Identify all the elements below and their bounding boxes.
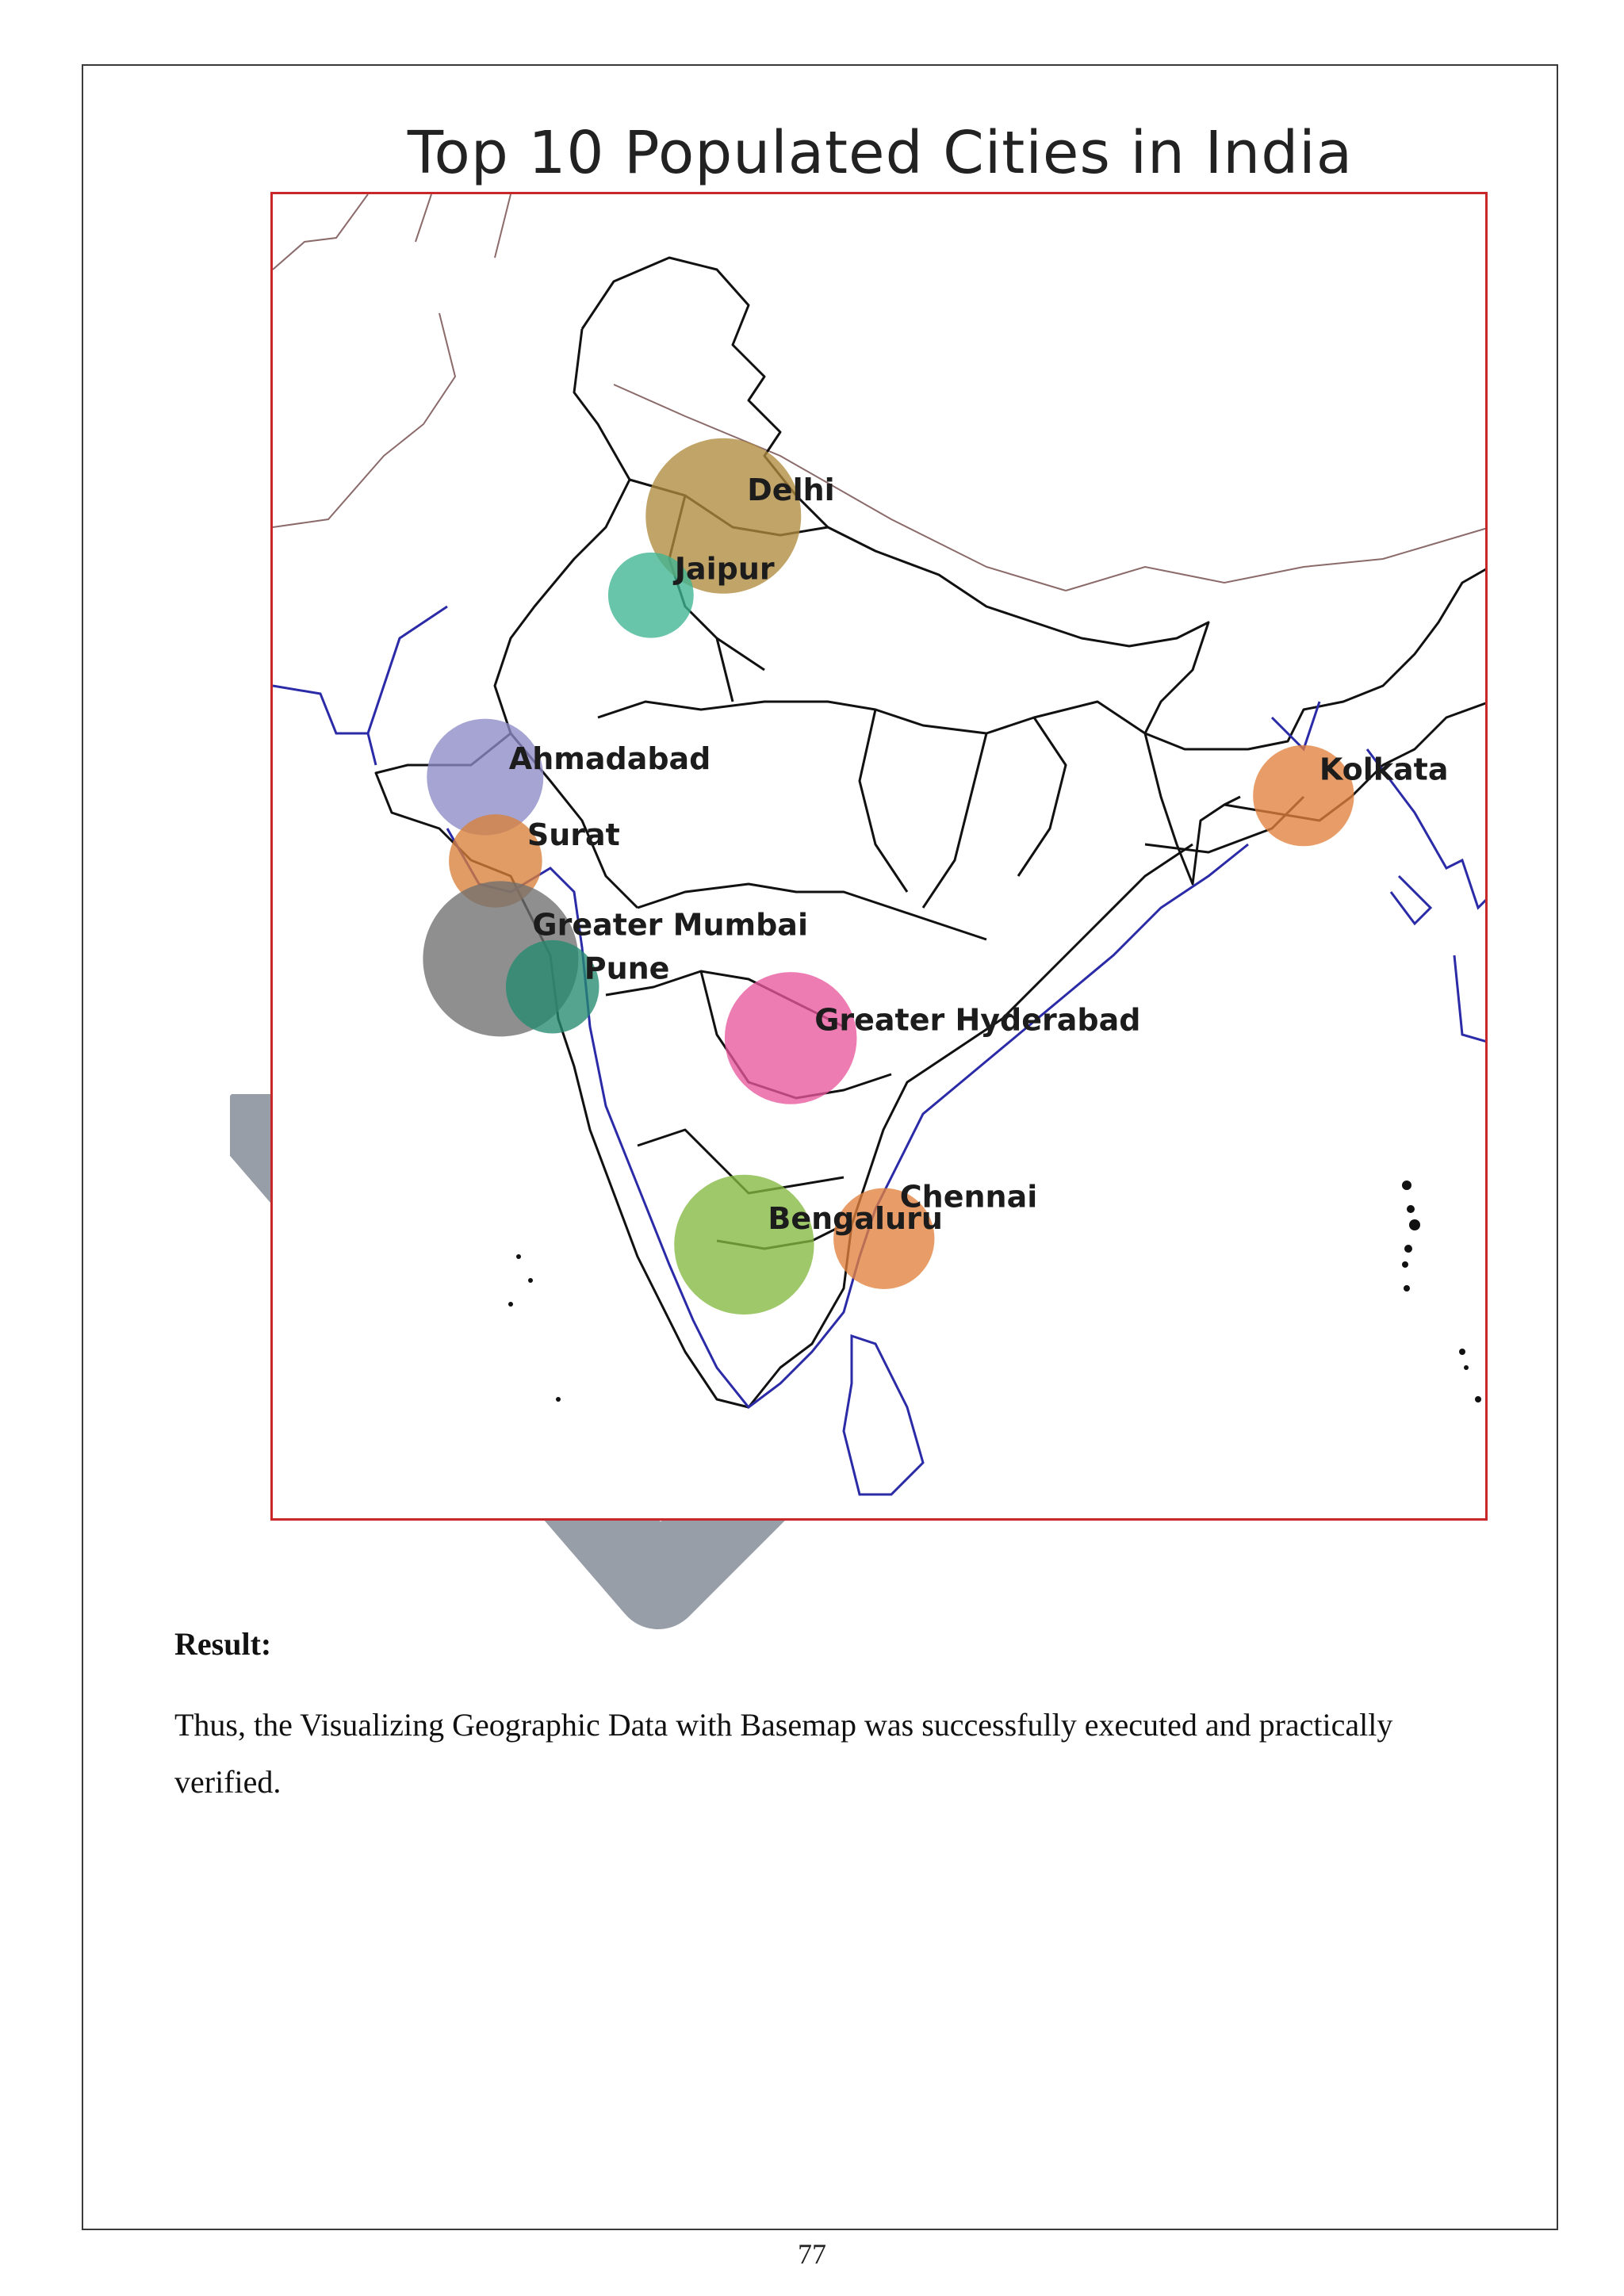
city-label-greater-hyderabad: Greater Hyderabad [814,1002,1141,1038]
city-label-jaipur: Jaipur [674,551,775,587]
city-label-delhi: Delhi [747,472,835,507]
city-label-surat: Surat [527,817,620,852]
result-heading: Result: [174,1626,272,1662]
country-borders [273,194,1488,591]
result-text: Thus, the Visualizing Geographic Data with Basemap was successfully executed and practically verified. [174,1707,1393,1800]
india-map [273,194,1488,1521]
city-bubble-bengaluru [674,1175,814,1314]
page-number: 77 [798,2238,826,2270]
city-label-chennai: Chennai [899,1179,1038,1215]
map-frame [270,192,1488,1521]
city-label-pune: Pune [584,951,670,986]
figure-title: Top 10 Populated Cities in India [407,119,1354,187]
city-label-greater-mumbai: Greater Mumbai [532,907,808,943]
city-label-ahmadabad: Ahmadabad [508,741,711,777]
city-label-kolkata: Kolkata [1319,752,1449,787]
city-bubble-greater-hyderabad [725,972,857,1104]
city-label-bengaluru: Bengaluru [768,1200,943,1236]
